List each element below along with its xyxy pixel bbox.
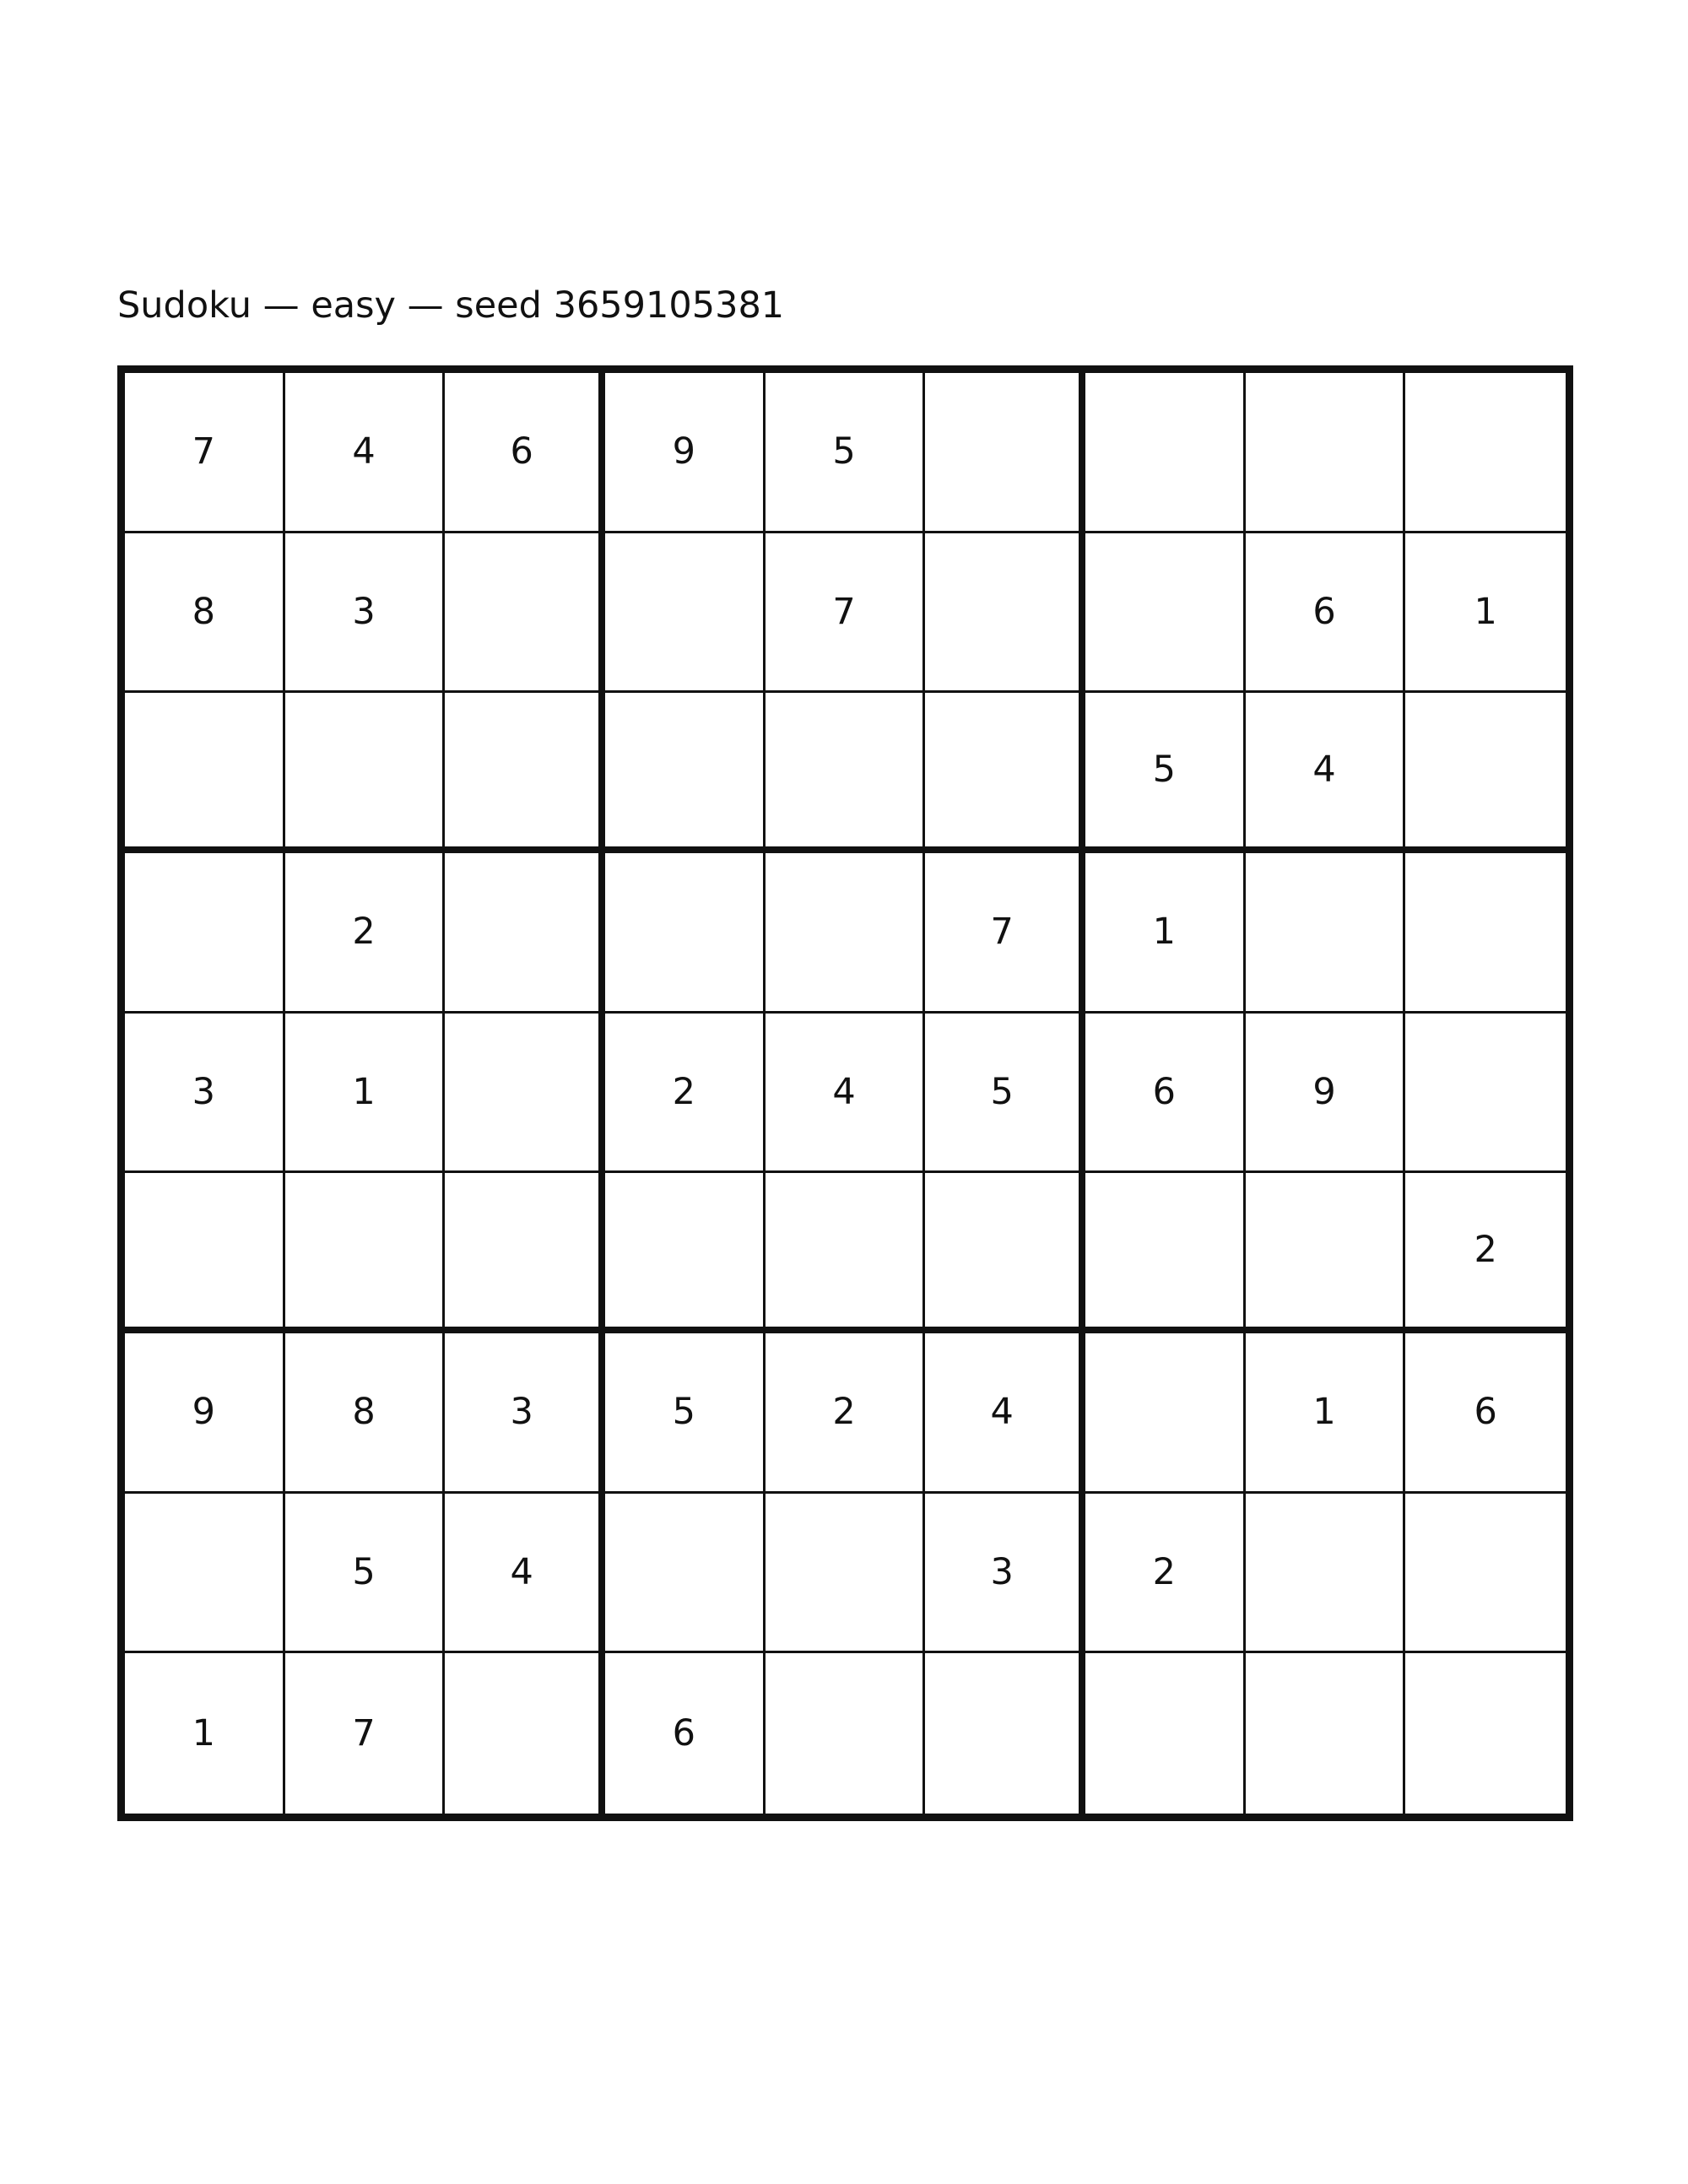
sudoku-cell[interactable] — [766, 853, 926, 1014]
sudoku-cell[interactable]: 3 — [125, 1014, 285, 1174]
sudoku-cell[interactable] — [445, 1014, 605, 1174]
sudoku-cell[interactable]: 5 — [605, 1333, 766, 1494]
sudoku-cell[interactable]: 1 — [1085, 853, 1246, 1014]
sudoku-cell[interactable] — [445, 1653, 605, 1814]
sudoku-cell[interactable]: 2 — [766, 1333, 926, 1494]
sudoku-cell[interactable]: 6 — [1085, 1014, 1246, 1174]
sudoku-cell[interactable]: 1 — [1405, 533, 1566, 694]
sudoku-cell[interactable] — [445, 1173, 605, 1333]
sudoku-cell[interactable] — [125, 1494, 285, 1654]
sudoku-cell[interactable] — [925, 373, 1085, 533]
sudoku-cell[interactable] — [925, 693, 1085, 853]
sudoku-cell[interactable] — [1246, 373, 1406, 533]
sudoku-cell[interactable]: 9 — [125, 1333, 285, 1494]
sudoku-cell[interactable] — [605, 693, 766, 853]
sudoku-cell[interactable]: 4 — [285, 373, 446, 533]
sudoku-cell[interactable]: 4 — [445, 1494, 605, 1654]
sudoku-cell[interactable]: 6 — [605, 1653, 766, 1814]
sudoku-cell[interactable] — [1085, 533, 1246, 694]
sudoku-cell[interactable] — [445, 533, 605, 694]
sudoku-cell[interactable]: 7 — [925, 853, 1085, 1014]
sudoku-cell[interactable] — [766, 1653, 926, 1814]
sudoku-cell[interactable]: 5 — [766, 373, 926, 533]
sudoku-cell[interactable] — [925, 1173, 1085, 1333]
sudoku-cell[interactable]: 4 — [1246, 693, 1406, 853]
sudoku-cell[interactable] — [125, 693, 285, 853]
sudoku-cell[interactable] — [925, 1653, 1085, 1814]
sudoku-cell[interactable] — [1405, 1494, 1566, 1654]
sudoku-cell[interactable]: 2 — [1405, 1173, 1566, 1333]
sudoku-cell[interactable]: 5 — [285, 1494, 446, 1654]
sudoku-cell[interactable]: 3 — [285, 533, 446, 694]
sudoku-cell[interactable] — [766, 1173, 926, 1333]
sudoku-cell[interactable] — [445, 853, 605, 1014]
sudoku-cell[interactable]: 6 — [1246, 533, 1406, 694]
sudoku-cell[interactable] — [605, 533, 766, 694]
sudoku-cell[interactable]: 1 — [285, 1014, 446, 1174]
sudoku-cell[interactable] — [925, 533, 1085, 694]
sudoku-cell[interactable] — [1085, 1173, 1246, 1333]
sudoku-grid — [117, 365, 1573, 1821]
sudoku-cell[interactable]: 8 — [285, 1333, 446, 1494]
puzzle-title: Sudoku — easy — seed 3659105381 — [117, 284, 785, 327]
sudoku-cell[interactable] — [1405, 693, 1566, 853]
sudoku-cell[interactable]: 7 — [125, 373, 285, 533]
sudoku-cell[interactable]: 7 — [285, 1653, 446, 1814]
sudoku-cell[interactable]: 1 — [125, 1653, 285, 1814]
sudoku-cell[interactable]: 2 — [605, 1014, 766, 1174]
sudoku-cell[interactable]: 2 — [1085, 1494, 1246, 1654]
sudoku-cell[interactable]: 4 — [766, 1014, 926, 1174]
sudoku-cell[interactable] — [125, 1173, 285, 1333]
sudoku-cell[interactable] — [1405, 373, 1566, 533]
sudoku-cell[interactable]: 6 — [1405, 1333, 1566, 1494]
sudoku-cell[interactable] — [1246, 1653, 1406, 1814]
sudoku-cell[interactable] — [1405, 1653, 1566, 1814]
sudoku-cell[interactable] — [766, 693, 926, 853]
sudoku-cell[interactable]: 7 — [766, 533, 926, 694]
sudoku-cell[interactable] — [766, 1494, 926, 1654]
sudoku-cell[interactable]: 3 — [445, 1333, 605, 1494]
sudoku-cell[interactable] — [1405, 853, 1566, 1014]
sudoku-cell[interactable] — [1405, 1014, 1566, 1174]
sudoku-cell[interactable]: 9 — [1246, 1014, 1406, 1174]
sudoku-cell[interactable]: 3 — [925, 1494, 1085, 1654]
sudoku-cell[interactable] — [1246, 853, 1406, 1014]
sudoku-cell[interactable] — [125, 853, 285, 1014]
sudoku-cell[interactable]: 5 — [1085, 693, 1246, 853]
sudoku-cell[interactable] — [285, 1173, 446, 1333]
sudoku-cell[interactable]: 4 — [925, 1333, 1085, 1494]
sudoku-cell[interactable]: 9 — [605, 373, 766, 533]
sudoku-cell[interactable] — [1085, 373, 1246, 533]
sudoku-cell[interactable]: 2 — [285, 853, 446, 1014]
sudoku-cell[interactable] — [1085, 1333, 1246, 1494]
sudoku-cell[interactable]: 1 — [1246, 1333, 1406, 1494]
sudoku-cell[interactable]: 6 — [445, 373, 605, 533]
sudoku-cell[interactable] — [605, 853, 766, 1014]
sudoku-cell[interactable] — [285, 693, 446, 853]
sudoku-cell[interactable] — [1246, 1173, 1406, 1333]
sudoku-cell[interactable] — [445, 693, 605, 853]
sudoku-cell[interactable]: 5 — [925, 1014, 1085, 1174]
sudoku-cell[interactable] — [1246, 1494, 1406, 1654]
sudoku-cell[interactable] — [1085, 1653, 1246, 1814]
sudoku-cell[interactable] — [605, 1494, 766, 1654]
sudoku-cell[interactable]: 8 — [125, 533, 285, 694]
sudoku-cell[interactable] — [605, 1173, 766, 1333]
